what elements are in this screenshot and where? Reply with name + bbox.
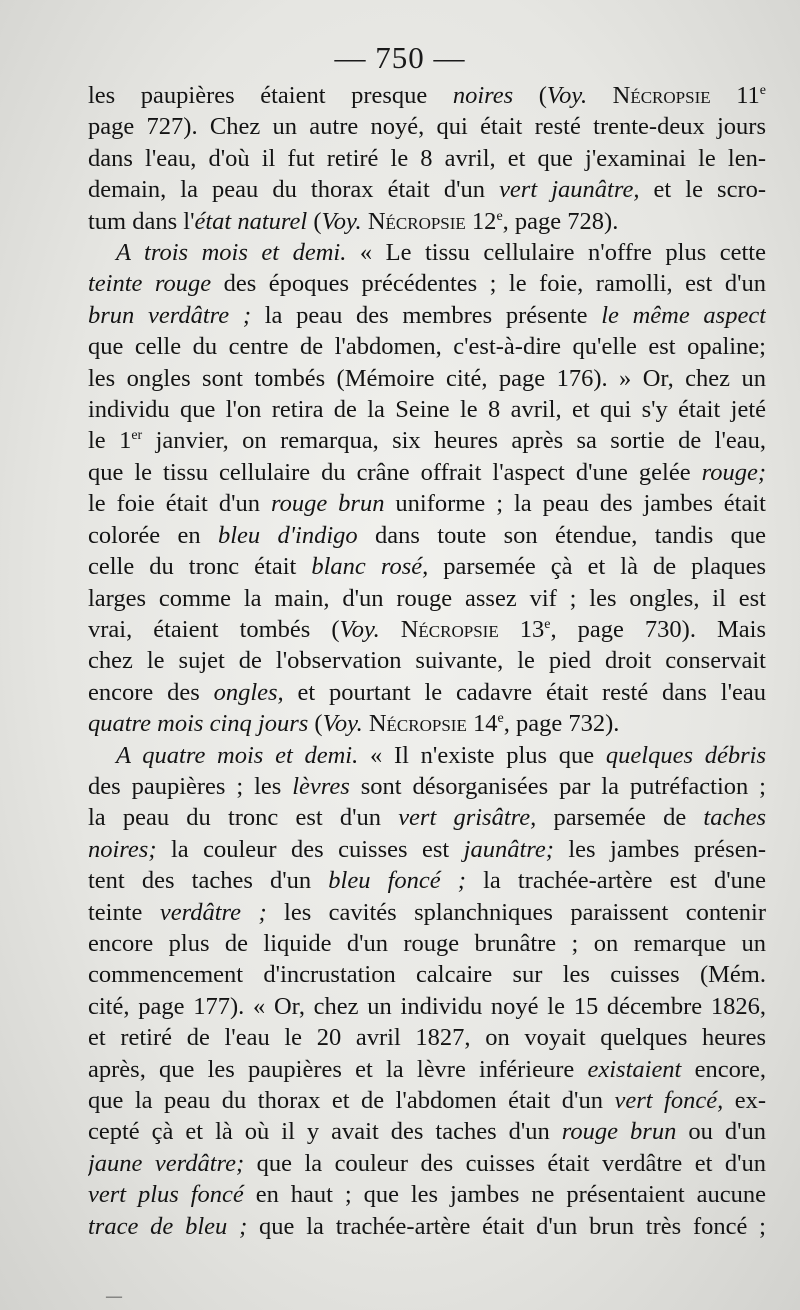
small-caps-text: Nécropsie 11 [587,82,760,109]
italic-text: bleu foncé ; [328,867,466,895]
text-segment: ( [513,82,547,109]
text-segment: parsemée çà et là de plaques [428,553,766,581]
text-segment: que la peau du thorax et de l'abdomen était d'un [88,1087,615,1114]
text-line [88,771,766,802]
text-segment: que celle du centre de l'abdomen, c'est-à-dire qu'elle est opaline; [88,333,766,361]
small-caps-text: Nécropsie 12 [361,207,497,235]
text-line [88,614,766,645]
italic-text: trace de bleu ; [88,1212,248,1240]
text-segment: commencement d'incrustation calcaire sur les cuisses (Mém. [88,961,766,989]
text-line [88,1022,766,1053]
text-segment: sont désorganisées par la putréfaction ; [349,772,766,800]
italic-text: le même aspect [601,301,766,329]
text-line [88,1211,766,1242]
text-segment: la peau des membres présente [251,301,602,329]
text-line [88,80,766,111]
text-segment: la trachée-artère est d'une [465,867,766,895]
text-line [88,488,766,519]
text-segment: la couleur des cuisses est [156,835,464,863]
text-segment: chez le sujet de l'observation suivante, le pied droit conservait [88,647,766,675]
text-line [88,394,766,425]
italic-text: teinte rouge [88,270,212,298]
italic-text: taches [703,804,766,832]
text-segment: les cavités splanchniques paraissent contenir [266,898,766,926]
text-line [88,174,766,205]
text-segment: et pourtant le cadavre était resté dans l'eau [283,678,766,706]
italic-text: existaient [587,1055,682,1083]
text-line [88,928,766,959]
superscript: e [759,82,766,98]
italic-text: quatre mois cinq jours [88,710,309,738]
text-segment: et le scro- [639,176,766,204]
text-line [88,206,766,237]
text-segment: tum dans l' [88,207,195,235]
text-segment: le foie était d'un [88,490,271,518]
italic-text: Voy. [321,207,362,235]
text-line [88,1148,766,1179]
text-line [88,457,766,488]
text-segment: les paupières étaient presque [88,82,453,109]
italic-text: Voy. [546,82,588,109]
italic-text: vert grisâtre, [398,804,537,832]
text-line [88,802,766,833]
text-segment: cepté çà et là où il y avait des taches d'un [88,1118,562,1146]
italic-text: vert plus foncé [88,1181,244,1209]
body-text [88,80,766,1242]
text-line [88,959,766,990]
text-segment: , page 732). [503,710,620,738]
italic-text: rouge brun [270,490,385,518]
text-segment: larges comme la main, d'un rouge assez vif ; les ongles, il est [88,584,766,612]
text-segment: dans toute son étendue, tandis que [357,521,766,549]
text-segment: janvier, on remarqua, six heures après sa sortie de l'eau, [142,427,766,455]
text-segment: encore, [681,1055,766,1083]
text-segment: colorée en [88,521,218,549]
text-segment: que la couleur des cuisses était verdâtre et d'un [244,1149,766,1177]
text-line [88,520,766,551]
text-line [88,1179,766,1210]
text-segment: le 1 [88,427,132,455]
text-line [88,143,766,174]
page-number: — 750 — [334,40,466,75]
text-segment: dans l'eau, d'où il fut retiré le 8 avril, et que j'examinai le len- [88,144,766,172]
text-segment: uniforme ; la peau des jambes était [384,490,766,518]
text-segment: les jambes présen- [553,835,766,863]
text-line [88,1085,766,1116]
text-segment: parsemée de [536,804,704,832]
text-segment: page 727). Chez un autre noyé, qui était resté trente-deux jours [88,113,766,141]
text-segment: teinte [88,898,160,926]
text-line [88,708,766,739]
text-segment: des époques précédentes ; le foie, ramolli, est d'un [211,270,766,298]
text-line [88,268,766,299]
text-line [88,363,766,394]
text-line [88,237,766,268]
text-line [88,1116,766,1147]
footer-mark: — [106,1288,122,1305]
italic-text: noires [452,82,514,109]
text-line [88,865,766,896]
text-segment: encore des [88,678,214,706]
text-line [88,740,766,771]
italic-text: A quatre mois et demi. [116,741,359,769]
text-segment: les ongles sont tombés (Mémoire cité, page 176). » Or, chez un [88,364,766,392]
text-segment: que le tissu cellulaire du crâne offrait l'aspect d'une gelée [88,458,702,486]
italic-text: état naturel [194,207,308,235]
italic-text: Voy. [339,615,380,643]
italic-text: rouge brun [561,1118,677,1146]
text-segment: , page 728). [502,207,619,235]
text-line [88,551,766,582]
italic-text: ongles, [213,678,284,706]
text-line [88,897,766,928]
text-segment: , page 730). Mais [550,615,766,643]
text-line [88,677,766,708]
text-segment: cité, page 177). « Or, chez un individu noyé le 15 décembre 1826, [88,992,766,1020]
text-segment: que la trachée-artère était d'un brun très foncé ; [247,1212,766,1240]
text-segment: « Il n'existe plus que [358,741,606,769]
italic-text: vert jaunâtre, [499,176,640,204]
text-line [88,1054,766,1085]
text-segment: individu que l'on retira de la Seine le 8 avril, et qui s'y était jeté [88,396,766,424]
text-segment: et retiré de l'eau le 20 avril 1827, on voyait quelques heures [88,1024,766,1052]
italic-text: quelques débris [605,741,766,769]
text-segment: la peau du tronc est d'un [88,804,399,832]
text-line [88,300,766,331]
italic-text: jaune verdâtre; [88,1149,245,1177]
text-segment: des paupières ; les [88,772,293,800]
text-line [88,425,766,456]
text-line [88,645,766,676]
superscript: er [131,428,143,444]
italic-text: A trois mois et demi. [116,239,347,267]
text-segment: après, que les paupières et la lèvre inférieure [88,1055,588,1083]
text-segment: ex- [723,1087,766,1114]
italic-text: brun verdâtre ; [88,301,252,329]
text-segment: ou d'un [676,1118,766,1146]
small-caps-text: Nécropsie 13 [379,615,545,643]
text-segment: encore plus de liquide d'un rouge brunâtre ; on remarque un [88,929,766,957]
text-segment: « Le tissu cellulaire n'offre plus cette [346,239,766,267]
superscript: e [497,710,504,726]
italic-text: lèvres [292,772,350,800]
italic-text: vert foncé, [614,1087,724,1114]
italic-text: verdâtre ; [159,898,267,926]
text-line [88,583,766,614]
italic-text: jaunâtre; [463,835,554,863]
text-segment: en haut ; que les jambes ne présentaient aucune [243,1181,766,1209]
italic-text: rouge; [701,458,766,486]
text-line [88,834,766,865]
italic-text: noires; [88,835,157,863]
text-segment: tent des taches d'un [88,867,329,895]
text-segment: ( [308,710,323,738]
superscript: e [544,616,551,632]
text-segment: ( [307,207,322,235]
italic-text: bleu d'indigo [217,521,358,549]
text-line [88,111,766,142]
small-caps-text: Nécropsie 14 [362,710,498,738]
text-line [88,991,766,1022]
text-segment: celle du tronc était [88,553,312,581]
text-segment: vrai, étaient tombés ( [88,615,340,643]
text-line [88,331,766,362]
italic-text: Voy. [322,710,363,738]
superscript: e [496,208,503,224]
italic-text: blanc rosé, [311,553,429,581]
text-segment: demain, la peau du thorax était d'un [88,176,500,204]
